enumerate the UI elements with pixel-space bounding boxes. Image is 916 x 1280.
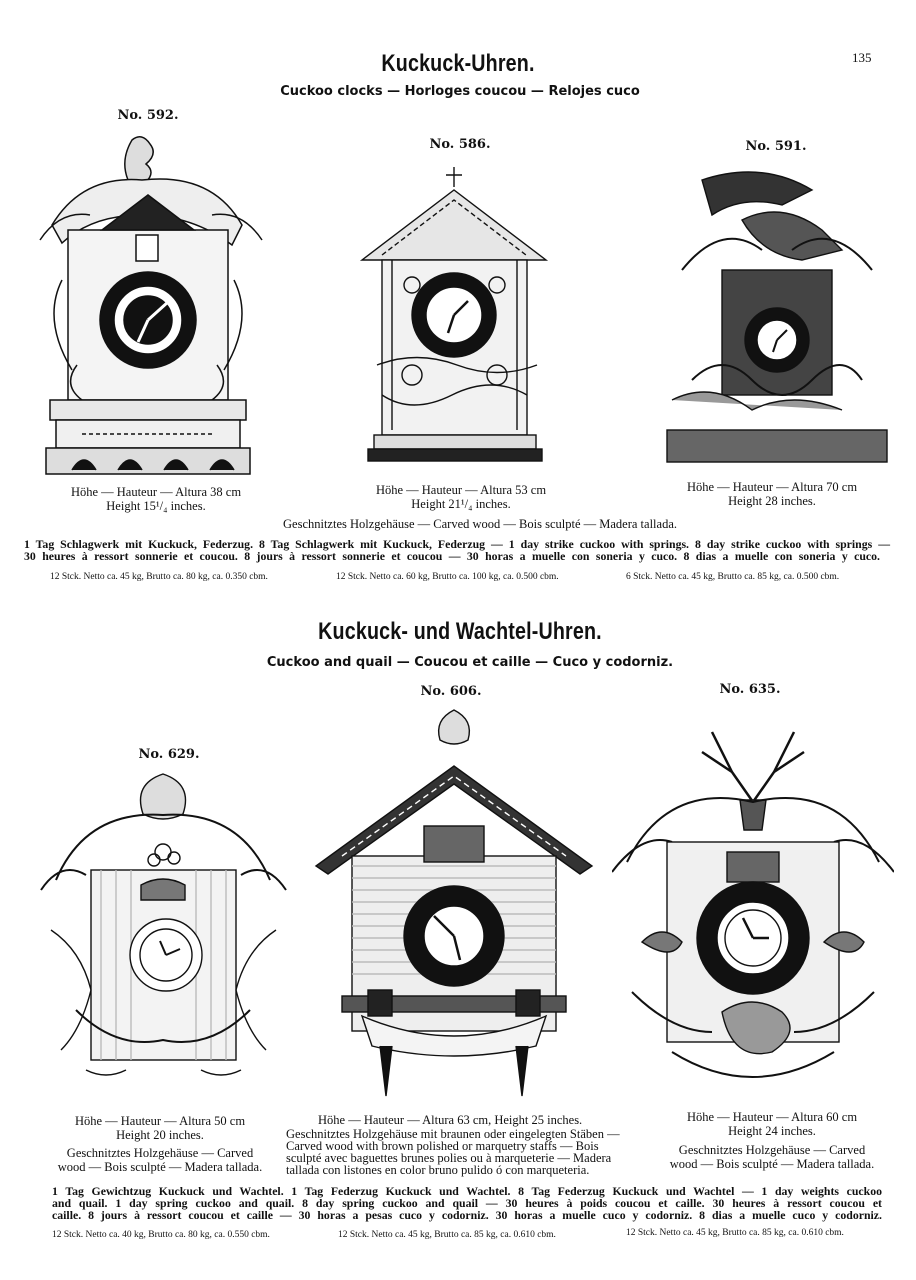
section-title: Kuckuck- und Wachtel-Uhren. [318, 618, 602, 645]
item-caption: Höhe — Hauteur — Altura 70 cm [686, 480, 858, 494]
clock-586-illustration [352, 165, 557, 465]
section-subtitle: Cuckoo and quail — Coucou et caille — Cuco y codorniz. [266, 655, 674, 670]
clock-591-illustration [662, 160, 892, 465]
material-line: Geschnitztes Holzgehäuse — Carved [678, 1143, 866, 1157]
section-title: Kuckuck-Uhren. [381, 50, 535, 77]
packing-info: 12 Stck. Netto ca. 45 kg, Brutto ca. 85 kg, ca. 0.610 cbm. [626, 1228, 844, 1238]
material-line: Geschnitztes Holzgehäuse — Carved wood — Bois sculpté — Madera tallada. [283, 517, 677, 531]
item-number: No. 591. [745, 139, 807, 154]
packing-info: 12 Stck. Netto ca. 45 kg, Brutto ca. 80 kg, ca. 0.350 cbm. [50, 572, 268, 582]
description-line: and quail. 1 day spring cuckoo and quail. 8 day spring cuckoo and quail — 30 heures à poids coucou et caille. 30 heures à ressort coucou et [52, 1196, 882, 1210]
material-line: Geschnitztes Holzgehäuse — Carved [66, 1146, 254, 1160]
clock-606-illustration [312, 706, 596, 1098]
item-number: No. 635. [719, 682, 781, 697]
item-caption: Height 24 inches. [728, 1124, 816, 1138]
material-line: wood — Bois sculpté — Madera tallada. [669, 1157, 875, 1171]
item-number: No. 606. [420, 684, 482, 699]
packing-info: 12 Stck. Netto ca. 45 kg, Brutto ca. 85 kg, ca. 0.610 cbm. [338, 1230, 556, 1240]
material-line: Carved wood with brown polished or marquetry staffs — Bois [286, 1139, 599, 1153]
item-number: No. 586. [429, 137, 491, 152]
item-caption: Höhe — Hauteur — Altura 38 cm [70, 485, 242, 499]
description-line: caille. 8 jours à ressort coucou et caille — 30 horas a pesas cuco y codorniz. 30 horas a muelle cuco y codorniz. 8 dias a muelle cuco y codorniz. [52, 1208, 882, 1222]
item-caption: Height 15¹/₄ inches. [106, 499, 206, 513]
item-caption: Höhe — Hauteur — Altura 50 cm [74, 1114, 246, 1128]
item-caption: Höhe — Hauteur — Altura 53 cm [375, 483, 547, 497]
description-line: 30 heures à ressort sonnerie et coucou. 8 jours à ressort sonnerie et coucou — 30 horas a muelle con soneria y cuco. 8 dias a muelle con soneria y cuco. [24, 549, 880, 563]
packing-info: 6 Stck. Netto ca. 45 kg, Brutto ca. 85 kg, ca. 0.500 cbm. [626, 572, 840, 582]
material-line: wood — Bois sculpté — Madera tallada. [57, 1160, 263, 1174]
item-number: No. 592. [117, 108, 179, 123]
material-line: sculpté avec baguettes brunes polies ou à marqueterie — Madera [286, 1151, 612, 1165]
material-line: tallada con listones en color bruno pulido ó con marqueteria. [286, 1163, 590, 1177]
clock-629-illustration [36, 770, 290, 1090]
section-subtitle: Cuckoo clocks — Horloges coucou — Relojes cuco [280, 84, 640, 99]
material-line: Geschnitztes Holzgehäuse mit braunen oder eingelegten Stäben — [286, 1127, 620, 1141]
item-caption: Höhe — Hauteur — Altura 63 cm, Height 25 inches. [318, 1113, 583, 1127]
item-caption: Height 21¹/₄ inches. [411, 497, 511, 511]
item-number: No. 629. [138, 747, 200, 762]
description-line: 1 Tag Gewichtzug Kuckuck und Wachtel. 1 Tag Federzug Kuckuck und Wachtel. 8 Tag Federzug Kuckuck und Wachtel — 1 day weights cuckoo [52, 1184, 882, 1198]
clock-592-illustration [32, 130, 264, 475]
item-caption: Height 28 inches. [728, 494, 816, 508]
item-caption: Höhe — Hauteur — Altura 60 cm [686, 1110, 858, 1124]
packing-info: 12 Stck. Netto ca. 60 kg, Brutto ca. 100 kg, ca. 0.500 cbm. [336, 572, 559, 582]
description-line: 1 Tag Schlagwerk mit Kuckuck, Federzug. 8 Tag Schlagwerk mit Kuckuck, Federzug — 1 day strike cuckoo with springs. 8 day strike cuckoo with springs — [24, 537, 890, 551]
page-number: 135 [852, 50, 872, 65]
clock-635-illustration [612, 712, 894, 1098]
item-caption: Height 20 inches. [116, 1128, 204, 1142]
packing-info: 12 Stck. Netto ca. 40 kg, Brutto ca. 80 kg, ca. 0.550 cbm. [52, 1230, 270, 1240]
